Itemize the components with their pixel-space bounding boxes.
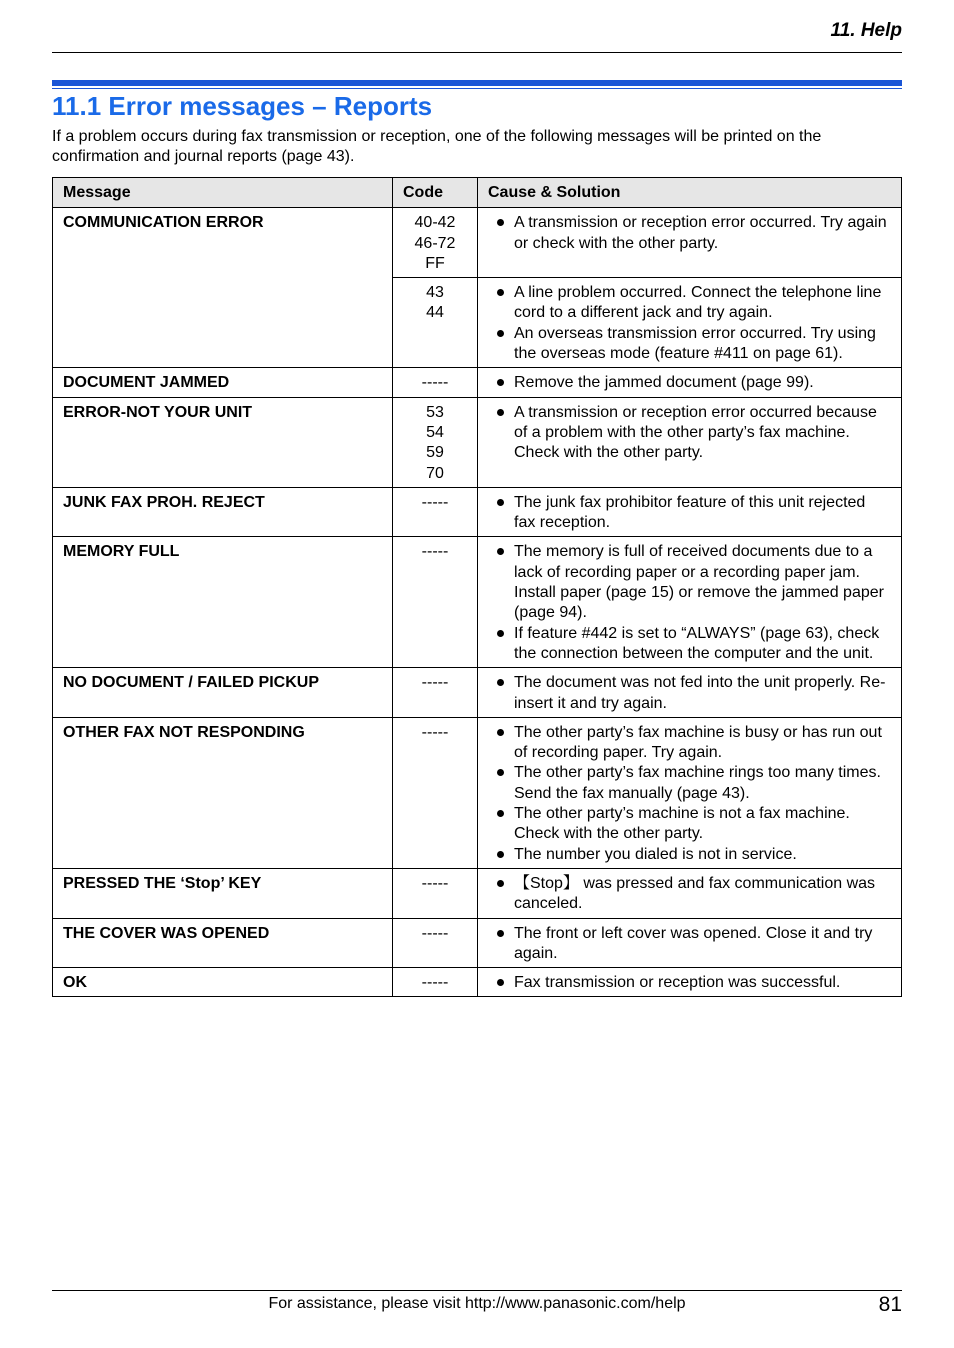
error-messages-table (52, 177, 902, 997)
cause-bullet: The other party’s machine is not a fax machine. Check with the other party. (488, 804, 891, 845)
cause-bullet: A transmission or reception error occurred because of a problem with the other party’s fax machine. Check with the other party. (488, 403, 891, 464)
cause-bullet: Fax transmission or reception was successful. (488, 973, 891, 993)
code-cell: ----- (393, 537, 478, 668)
message-cell: PRESSED THE ‘Stop’ KEY (53, 868, 393, 918)
header-code: Code (393, 178, 478, 208)
code-cell: ----- (393, 968, 478, 997)
cause-bullet: The junk fax prohibitor feature of this unit rejected fax reception. (488, 493, 891, 534)
message-cell: THE COVER WAS OPENED (53, 918, 393, 968)
footer-assistance: For assistance, please visit http://www.panasonic.com/help (268, 1295, 686, 1312)
cause-bullet: If feature #442 is set to “ALWAYS” (page 63), check the connection between the computer and the unit. (488, 624, 891, 665)
cause-bullet: The document was not fed into the unit properly. Re-insert it and try again. (488, 673, 891, 714)
cause-bullet: The memory is full of received documents due to a lack of recording paper or a recording paper jam. Install paper (page 15) or remove the jammed paper (page 94). (488, 542, 891, 623)
code-value: 43 (426, 284, 444, 302)
cause-bullet: The other party’s fax machine rings too many times. Send the fax manually (page 43). (488, 763, 891, 804)
code-cell: ----- (393, 717, 478, 868)
page-number: 81 (878, 1293, 902, 1316)
footer-rule (52, 1290, 902, 1291)
table-row (53, 368, 902, 397)
cause-cell (478, 868, 902, 918)
section-title: 11.1 Error messages – Reports (52, 91, 433, 121)
table-row (53, 918, 902, 968)
code-value: 59 (426, 444, 444, 462)
cause-bullet: The number you dialed is not in service. (488, 845, 891, 865)
message-cell: ERROR-NOT YOUR UNIT (53, 397, 393, 487)
cause-cell (478, 668, 902, 718)
message-cell: MEMORY FULL (53, 537, 393, 668)
code-value: 46-72 (414, 234, 456, 252)
code-cell: ----- (393, 918, 478, 968)
message-cell: NO DOCUMENT / FAILED PICKUP (53, 668, 393, 718)
code-cell: ----- (393, 368, 478, 397)
code-value: 54 (426, 423, 444, 441)
cause-cell (478, 368, 902, 397)
code-cell: ----- (393, 668, 478, 718)
cause-bullet: The other party’s fax machine is busy or has run out of recording paper. Try again. (488, 723, 891, 764)
header-rule (52, 52, 902, 53)
code-value: 40-42 (414, 214, 456, 232)
header-cause: Cause & Solution (478, 178, 902, 208)
cause-bullet: Remove the jammed document (page 99). (488, 373, 891, 393)
message-cell: COMMUNICATION ERROR (53, 208, 393, 368)
section-title-rule (52, 88, 902, 89)
cause-cell (478, 397, 902, 487)
table-header-row (53, 178, 902, 208)
header-message: Message (53, 178, 393, 208)
table-row (53, 537, 902, 668)
table-row (53, 668, 902, 718)
cause-cell (478, 208, 902, 278)
table-row (53, 487, 902, 537)
message-cell: OK (53, 968, 393, 997)
cause-cell (478, 918, 902, 968)
cause-cell (478, 487, 902, 537)
message-cell: JUNK FAX PROH. REJECT (53, 487, 393, 537)
table-row (53, 397, 902, 487)
section-title-bar (52, 80, 902, 86)
cause-cell (478, 537, 902, 668)
code-cell (393, 278, 478, 368)
chapter-heading: 11. Help (830, 20, 902, 41)
cause-cell (478, 717, 902, 868)
cause-bullet: A transmission or reception error occurred. Try again or check with the other party. (488, 213, 891, 254)
cause-bullet: 【Stop】 was pressed and fax communication was canceled. (488, 874, 891, 915)
code-value: 44 (426, 304, 444, 322)
cause-bullet: An overseas transmission error occurred. Try using the overseas mode (feature #411 on page 61). (488, 324, 891, 365)
table-row (53, 868, 902, 918)
cause-cell (478, 968, 902, 997)
message-cell: DOCUMENT JAMMED (53, 368, 393, 397)
intro-paragraph: If a problem occurs during fax transmission or reception, one of the following messages will be printed on the confirmation and journal reports (page 43). (52, 128, 822, 165)
table-row (53, 717, 902, 868)
cause-cell (478, 278, 902, 368)
cause-bullet: The front or left cover was opened. Close it and try again. (488, 924, 891, 965)
table-row (53, 208, 902, 278)
code-cell: ----- (393, 868, 478, 918)
code-value: FF (425, 254, 445, 272)
code-cell (393, 397, 478, 487)
code-cell (393, 208, 478, 278)
cause-bullet: A line problem occurred. Connect the telephone line cord to a different jack and try again. (488, 283, 891, 324)
table-row (53, 968, 902, 997)
code-cell: ----- (393, 487, 478, 537)
message-cell: OTHER FAX NOT RESPONDING (53, 717, 393, 868)
code-value: 70 (426, 464, 444, 482)
code-value: 53 (426, 403, 444, 421)
